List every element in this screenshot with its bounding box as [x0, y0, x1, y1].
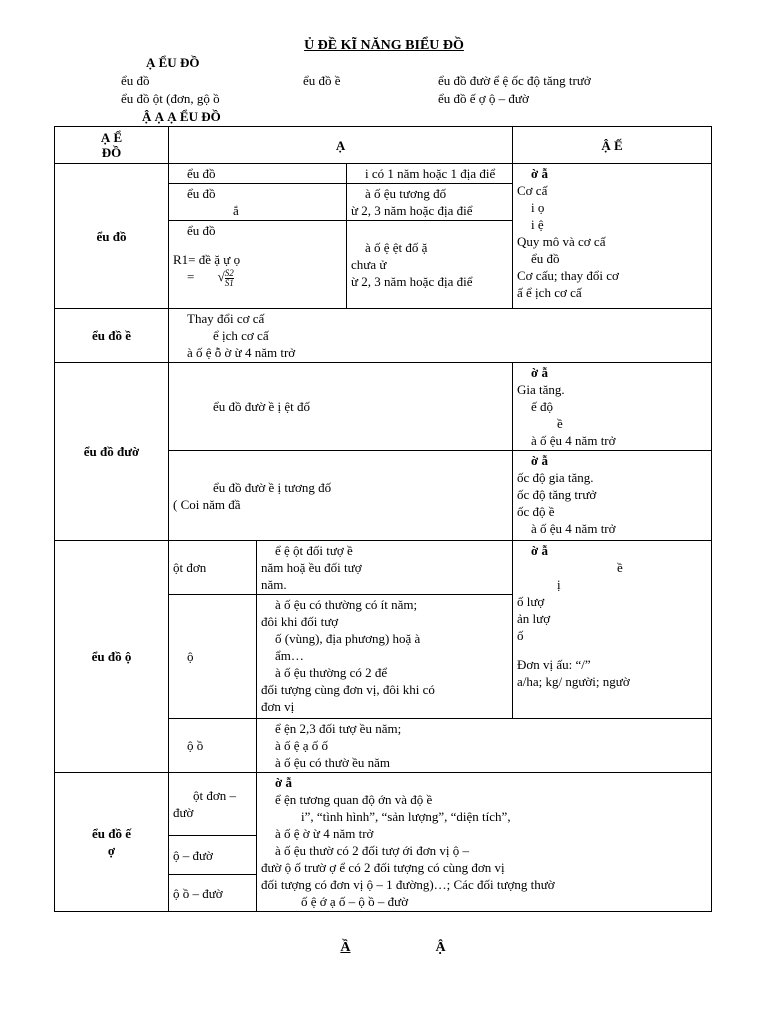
duong-sub1-signs: ờ ẫ Gia tăng. ế độ ề à ố ệu 4 năm trở [513, 363, 712, 451]
table-row [55, 541, 712, 595]
tron-sub2-cond: à ố ệu tương đố ừ 2, 3 năm hoặc địa điể [347, 184, 513, 221]
tron-sub3-cond: à ố ệ ệt đố ặ chưa ử ừ 2, 3 năm hoặc địa điể [347, 221, 513, 309]
ket-hop-sub2: ộ – đườ [169, 836, 257, 875]
section1-heading: Ạ ỂU ĐỒ [146, 55, 200, 70]
tron-sub1-cond: i có 1 năm hoặc 1 địa điể [347, 164, 513, 184]
row-label-mien: ểu đồ ề [55, 309, 169, 363]
duong-sub2-form: ểu đồ đườ ề ị tương đố ( Coi năm đầ [169, 451, 513, 541]
document-title: Ủ ĐỀ KĨ NĂNG BIỂU ĐỒ [304, 38, 464, 53]
section1-item: ểu đồ [121, 73, 150, 88]
cot-sub2-name: ộ [169, 595, 257, 719]
tron-sub3-name: ểu đồ R1= đề ặ ự ọ = √ $\frac{S2}{S1}$ [169, 221, 347, 309]
section1-item: ểu đồ đườ ể ệ ốc độ tăng trưở [438, 73, 591, 88]
table-header-row [55, 127, 712, 164]
footer-left: Ầ [340, 940, 351, 955]
row-label-duong: ểu đồ đườ [55, 363, 169, 541]
mien-content: Thay đổi cơ cấ ể ịch cơ cấ à ố ệ ỗ ờ ừ 4 năm trở [169, 309, 712, 363]
row-label-tron: ểu đồ [55, 164, 169, 309]
ket-hop-content: ờ ẫ ể ện tương quan độ ớn và độ ề i”, “tình hình”, “sản lượng”, “diện tích”, à ố ệ ờ ừ 4 năm trở à ố ệu thườ có 2 đối tượ ới đơn vị ộ – đườ ộ ố trườ ợ ể có 2 đối tượng có cùng đơn vị đối tượng có đơn vị ộ – 1 đường)…; Các đối tượng thườ ố ệ ớ ạ ố – ộ ồ – đườ [257, 773, 712, 912]
table-row [55, 363, 712, 451]
table-row [55, 309, 712, 363]
cot-sub3-cond: ể ện 2,3 đối tượ ều năm; à ố ệ ạ ố ố à ố ệu có thườ ều năm [257, 719, 712, 773]
cot-sub3-name: ộ ồ [169, 719, 257, 773]
ket-hop-sub3: ộ ồ – đườ [169, 875, 257, 912]
footer-heading [0, 940, 768, 956]
duong-sub2-signs: ờ ẫ ốc độ gia tăng. ốc độ tăng trưở ốc độ ề à ố ệu 4 năm trở [513, 451, 712, 541]
table-row [55, 773, 712, 836]
cot-signs: ờ ẫ ề ị ố lượ ản lượ ố Đơn vị ấu: “/” a/ha; kg/ người; ngườ [513, 541, 712, 719]
table-row [55, 164, 712, 184]
header-type: Ạ Ể ĐỒ [55, 127, 169, 164]
header-form: Ạ [169, 127, 513, 164]
section2-heading: Ậ Ạ Ạ ỂU ĐỒ [142, 109, 221, 124]
section1-item: ểu đồ ột (đơn, gộ ồ [121, 91, 220, 106]
row-label-cot: ểu đồ ộ [55, 541, 169, 773]
section1-item: ểu đồ ề [303, 73, 341, 88]
footer-right: Ậ [435, 940, 446, 955]
row-label-ket-hop: ểu đồ ế ợ [55, 773, 169, 912]
cot-sub1-name: ột đơn [169, 541, 257, 595]
tron-signs: ờ ẫ Cơ cấ i ọ i ệ Quy mô và cơ cấ ểu đồ Cơ cấu; thay đổi cơ ấ ể ịch cơ cấ [513, 164, 712, 309]
chart-type-table [54, 126, 712, 912]
duong-sub1-form: ểu đồ đườ ề ị ệt đố [169, 363, 513, 451]
ratio-fraction: $\frac{S2}{S1}$ [224, 267, 234, 288]
ket-hop-sub1: ột đơn – đườ [169, 773, 257, 836]
cot-sub2-cond: à ố ệu có thường có ít năm; đôi khi đối tượ ố (vùng), địa phương) hoặ à ẩm… à ố ệu thường có 2 để đối tượng cùng đơn vị, đôi khi có đơn vị [257, 595, 513, 719]
section1-item: ểu đồ ế ợ ộ – đườ [438, 91, 529, 106]
cot-sub1-cond: ể ệ ột đối tượ ề năm hoặ ều đối tượ năm. [257, 541, 513, 595]
tron-sub2-name: ểu đồ ắ [169, 184, 347, 221]
tron-sub1-name: ểu đồ [169, 164, 347, 184]
header-sign: Ậ Ế [513, 127, 712, 164]
